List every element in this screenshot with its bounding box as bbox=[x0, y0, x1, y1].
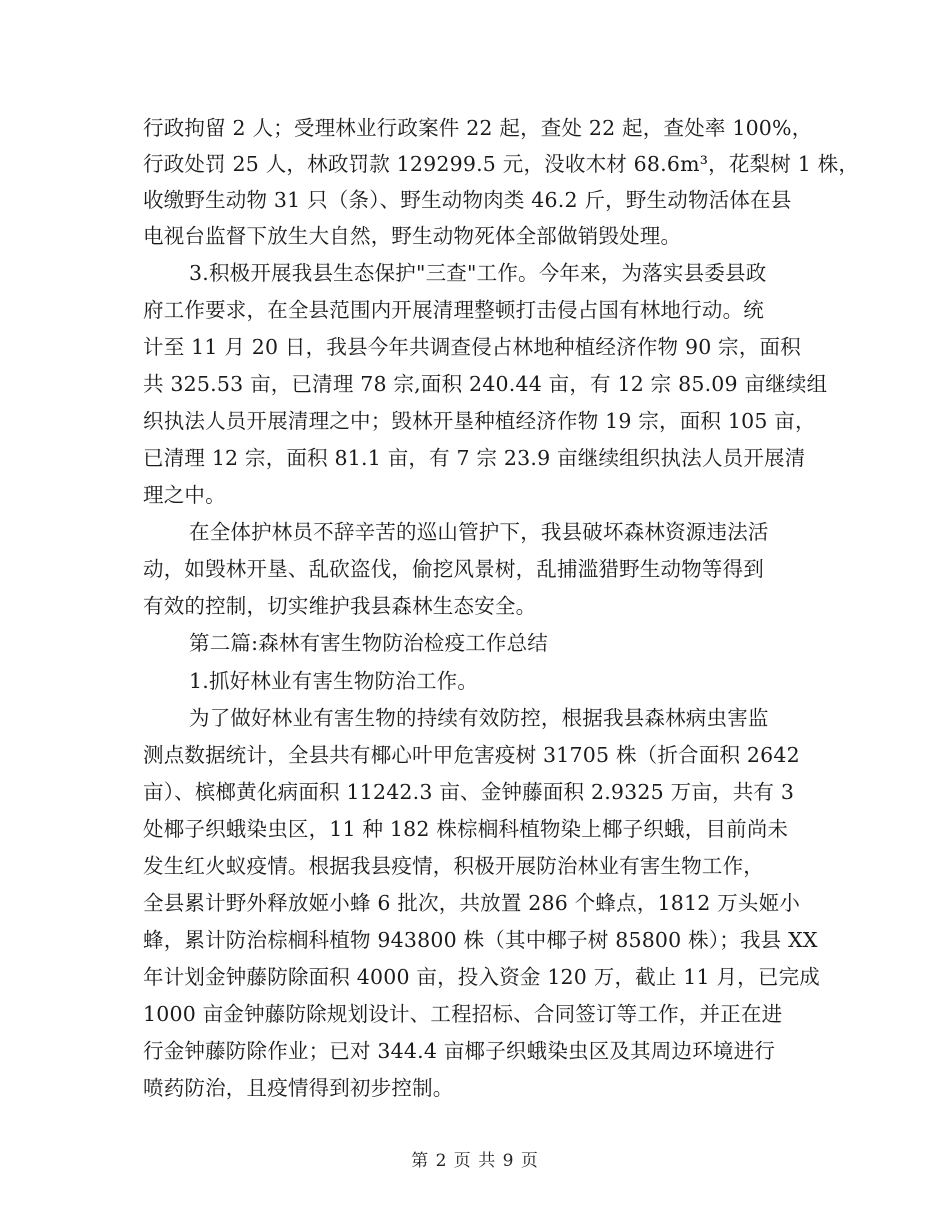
paragraph-line: 已清理 12 宗，面积 81.1 亩，有 7 宗 23.9 亩继续组织执法人员开展清 bbox=[143, 446, 806, 470]
paragraph-line: 收缴野生动物 31 只（条）、野生动物肉类 46.2 斤，野生动物活体在县 bbox=[143, 188, 792, 212]
paragraph-line: 理之中。 bbox=[143, 483, 226, 507]
paragraph-line: 有效的控制，切实维护我县森林生态安全。 bbox=[143, 594, 537, 618]
paragraph-line: 电视台监督下放生大自然，野生动物死体全部做销毁处理。 bbox=[143, 224, 682, 248]
paragraph-line: 喷药防治，且疫情得到初步控制。 bbox=[143, 1076, 454, 1100]
paragraph-line: 年计划金钟藤防除面积 4000 亩，投入资金 120 万，截止 11 月，已完成 bbox=[143, 965, 820, 989]
paragraph-line: 处椰子织蛾染虫区，11 种 182 株棕榈科植物染上椰子织蛾，目前尚未 bbox=[143, 817, 789, 841]
paragraph-line: 测点数据统计，全县共有椰心叶甲危害疫树 31705 株（折合面积 2642 bbox=[143, 743, 800, 767]
paragraph-line: 3.积极开展我县生态保护"三查"工作。今年来，为落实县委县政 bbox=[189, 261, 767, 285]
paragraph-line: 行政处罚 25 人，林政罚款 129299.5 元，没收木材 68.6m³，花梨树 1 株， bbox=[143, 152, 860, 176]
paragraph-line: 府工作要求，在全县范围内开展清理整顿打击侵占国有林地行动。统 bbox=[143, 298, 764, 322]
paragraph-line: 织执法人员开展清理之中；毁林开垦种植经济作物 19 宗，面积 105 亩， bbox=[143, 409, 816, 433]
paragraph-line: 行政拘留 2 人；受理林业行政案件 22 起，查处 22 起，查处率 100%， bbox=[143, 116, 813, 140]
page-footer: 第 2 页 共 9 页 bbox=[411, 1151, 539, 1171]
paragraph-line: 全县累计野外释放姬小蜂 6 批次，共放置 286 个蜂点，1812 万头姬小 bbox=[143, 891, 801, 915]
paragraph-line: 1000 亩金钟藤防除规划设计、工程招标、合同签订等工作，并正在进 bbox=[143, 1002, 783, 1026]
paragraph-line: 为了做好林业有害生物的持续有效防控，根据我县森林病虫害监 bbox=[189, 706, 769, 730]
paragraph-line: 发生红火蚁疫情。根据我县疫情，积极开展防治林业有害生物工作， bbox=[143, 854, 764, 878]
paragraph-line: 蜂，累计防治棕榈科植物 943800 株（其中椰子树 85800 株）；我县 XX bbox=[143, 928, 818, 952]
paragraph-line: 在全体护林员不辞辛苦的巡山管护下，我县破坏森林资源违法活 bbox=[189, 520, 769, 544]
paragraph-line: 行金钟藤防除作业；已对 344.4 亩椰子织蛾染虫区及其周边环境进行 bbox=[143, 1039, 776, 1063]
paragraph-line: 第二篇:森林有害生物防治检疫工作总结 bbox=[189, 631, 549, 655]
paragraph-line: 动，如毁林开垦、乱砍盗伐，偷挖风景树，乱捕滥猎野生动物等得到 bbox=[143, 557, 764, 581]
paragraph-line: 共 325.53 亩，已清理 78 宗,面积 240.44 亩，有 12 宗 85.09 亩继续组 bbox=[143, 372, 828, 396]
paragraph-line: 1.抓好林业有害生物防治工作。 bbox=[189, 669, 479, 693]
paragraph-line: 计至 11 月 20 日，我县今年共调查侵占林地种植经济作物 90 宗，面积 bbox=[143, 335, 801, 359]
paragraph-line: 亩）、槟榔黄化病面积 11242.3 亩、金钟藤面积 2.9325 万亩，共有 3 bbox=[143, 780, 795, 804]
